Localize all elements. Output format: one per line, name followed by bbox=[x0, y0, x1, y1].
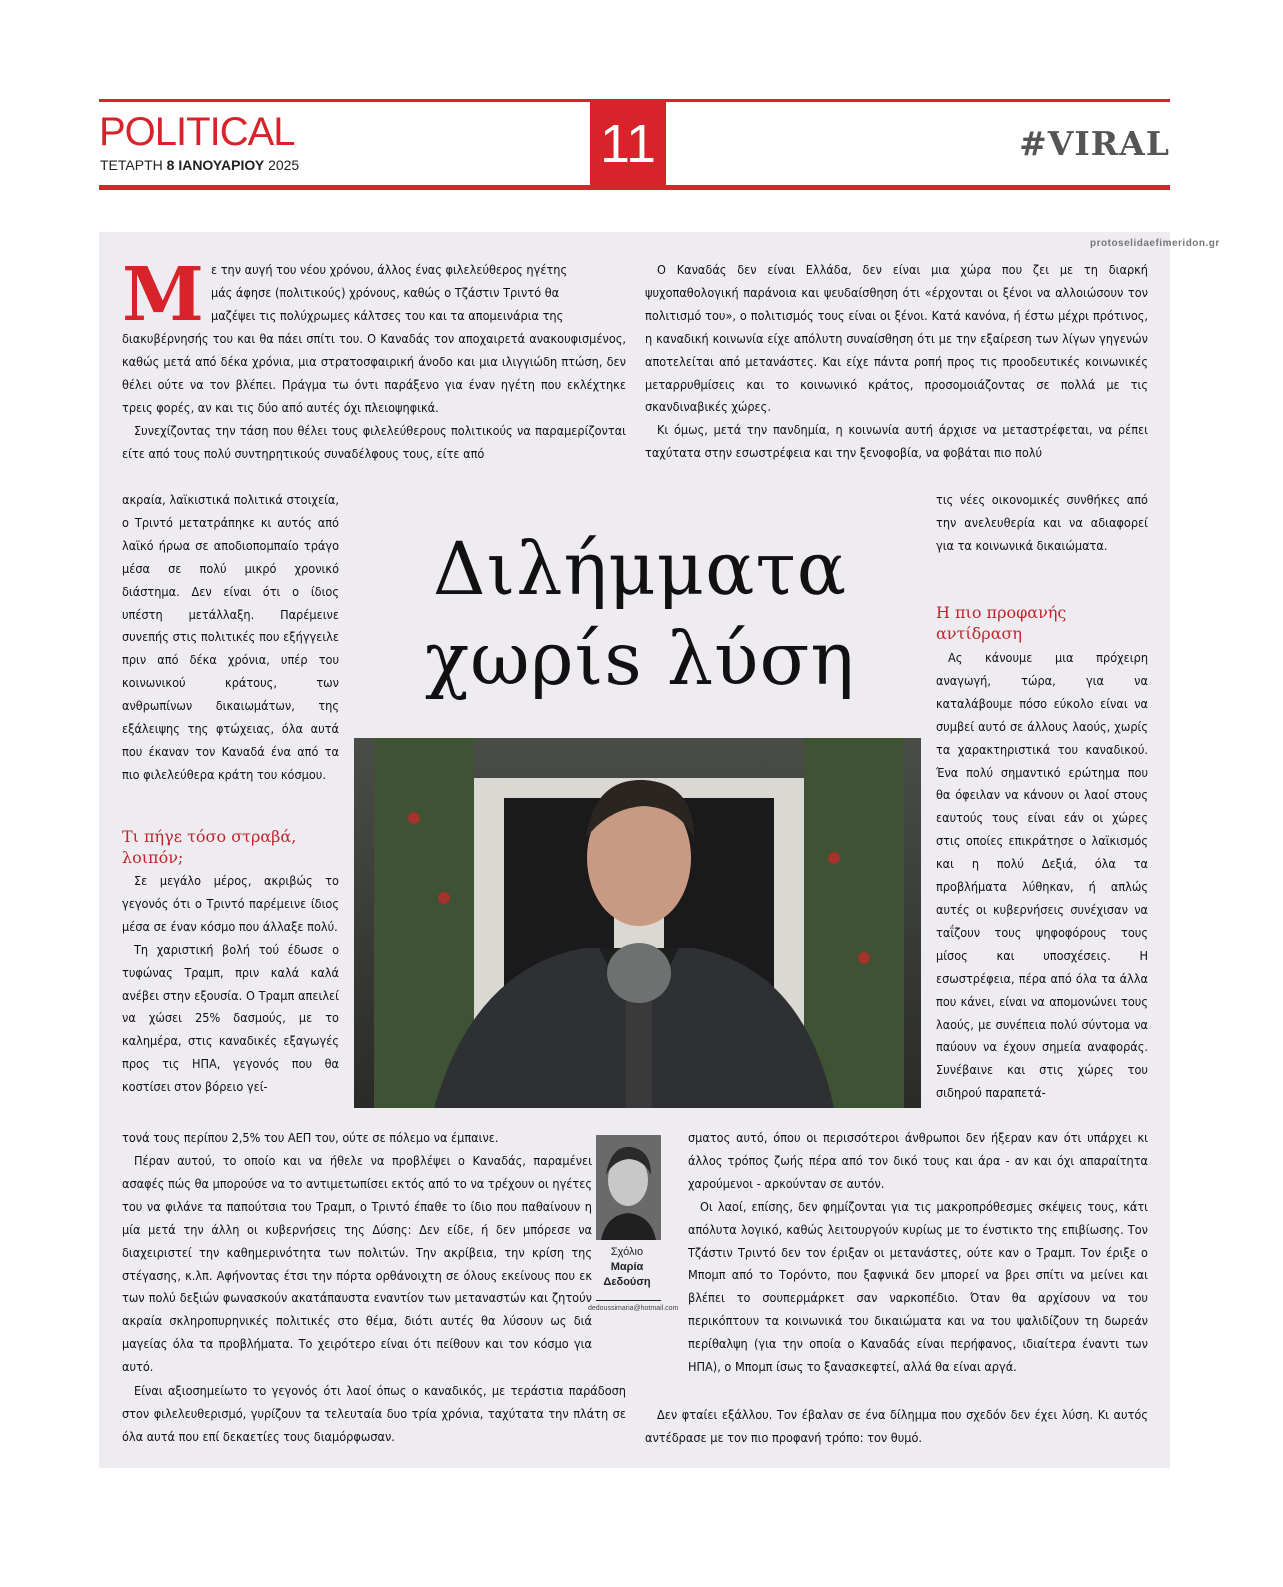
dateline bbox=[100, 157, 299, 173]
dateline-year: 2025 bbox=[268, 157, 300, 173]
col2-paragraph-3: Ας κάνουμε μια πρόχειρη αναγωγή, τώρα, για να καταλάβουμε πόσο εύκολο είναι να συμβεί αυτό σε άλλους λαούς, χωρίς τα χαρακτηριστικά του καναδικού. Ένα πολύ σημαντικό ερώτημα που θα όφειλαν να κάνουν οι λαοί στους εαυτούς τους είναι εάν οι χώρες στις οποίες επικράτησε ο λαϊκισμός και η πολύ Δεξιά, όλα τα προβλήματα λύθηκαν, ή απλώς αυτές οι κυβερνήσεις συνέχισαν να ταΐζουν τους ψηφοφόρους τους μίσος και υποσχέσεις. Η εσωστρέφεια, πέρα από όλα τα άλλα που κάνει, είναι να απομονώνει τους λαούς, με συνέπεια πολύ σύντομα να παύουν να έχουν σημεία αναφοράς. Συνέβαινε και στις χώρες του σιδηρού παραπετά- bbox=[936, 650, 1148, 1101]
dateline-date: 8 ΙΑΝΟΥΑΡΙΟΥ bbox=[166, 157, 265, 173]
col2-paragraph-2-cont: τις νέες οικονομικές συνθήκες από την ανελευθερία και να αδιαφορεί για τα κοινωνικά δικαιώματα. bbox=[936, 492, 1148, 553]
subhead-1-text: Τι πήγε τόσο στραβά, λοιπόν; bbox=[122, 827, 297, 867]
header-bottom-rule bbox=[99, 185, 1170, 190]
main-photo bbox=[354, 738, 921, 1108]
col1-bottom-2 bbox=[122, 1150, 592, 1379]
col2-paragraph-2: Κι όμως, μετά την πανδημία, η κοινωνία αυτή άρχισε να μεταστρέφεται, να ρέπει ταχύτατα στην εσωστρέφεια και την ξενοφοβία, να φοβάται πιο πολύ bbox=[645, 422, 1148, 461]
intro-line-2: μάς άφησε (πολιτικούς) χρόνους, καθώς ο Τζάστιν Τριντό θα bbox=[211, 284, 560, 300]
col1-bottom bbox=[122, 1127, 626, 1150]
subhead-1 bbox=[122, 826, 342, 868]
author-caption bbox=[590, 1245, 664, 1290]
col1-paragraph-2: Συνεχίζοντας την τάση που θέλει τους φιλελεύθερους πολιτικούς να παραμερίζονται είτε από τους πολύ συντηρητικούς συναδέλφους τους, είτε από bbox=[122, 422, 626, 461]
headline-line-1: Διλήμματα bbox=[432, 527, 848, 612]
col1-paragraph-6: Είναι αξιοσημείωτο το γεγονός ότι λαοί όπως ο καναδικός, με τεράστια παράδοση στον φιλελευθερισμό, γυρίζουν τα τελευταία δυο τρία χρόνια, ταχύτατα την πλάτη σε όλα αυτά που επί δεκαετίες τους διαμόρφωσαν. bbox=[122, 1383, 626, 1444]
col2-narrow-2 bbox=[936, 647, 1148, 1105]
col2-bottom bbox=[688, 1127, 1148, 1379]
headline bbox=[370, 525, 910, 705]
watermark: protoselidaefimeridon.gr bbox=[1090, 238, 1220, 249]
intro-line-1: ε την αυγή του νέου χρόνου, άλλος ένας φιλελεύθερος ηγέτης bbox=[211, 262, 568, 277]
author-portrait-illustration bbox=[596, 1135, 661, 1240]
col1-paragraph-2-cont: ακραία, λαϊκιστικά πολιτικά στοιχεία, ο Τριντό μετατράπηκε κι αυτός από λαϊκό ήρωα σε αποδιοπομπαίο τράγο μέσα σε πολύ μικρό χρονικό διάστημα. Δεν είναι ότι ο ίδιος υπέστη μετάλλαξη. Παρέμεινε συνεπής στις πολιτικές που εξήγγειλε πριν από δέκα χρόνια, υπέρ του κοινωνικού κράτους, των ανθρωπίνων δικαιωμάτων, της εξάλειψης της φτώχειας, όλα αυτά που έκαναν τον Καναδά ένα από τα πιο φιλελεύθερα κράτη του κόσμου. bbox=[122, 492, 339, 782]
page-number: 11 bbox=[590, 99, 666, 190]
author-name-2: Δεδούση bbox=[603, 1276, 651, 1288]
col1-bottom-3 bbox=[122, 1380, 626, 1449]
col2-paragraph-5: Δεν φταίει εξάλλου. Τον έβαλαν σε ένα δίλημμα που σχεδόν δεν έχει λύση. Κι αυτός αντέδρασε με τον πιο προφανή τρόπο: τον θυμό. bbox=[645, 1407, 1148, 1445]
col1-top bbox=[122, 328, 626, 465]
headline-line-2: χωρίs λύση bbox=[424, 617, 856, 702]
author-email: dedoussimaria@hotmail.com bbox=[588, 1305, 679, 1312]
col2-bottom-2 bbox=[645, 1404, 1148, 1450]
author-photo bbox=[596, 1135, 661, 1240]
intro-line-3: μαζέψει τις πολύχρωμες κάλτσες του και τα απομεινάρια της bbox=[211, 307, 564, 323]
section-title: POLITICAL bbox=[99, 110, 295, 154]
intro-lines bbox=[211, 259, 626, 328]
author-label: Σχόλιο bbox=[610, 1246, 644, 1258]
col1-paragraph-5: Πέραν αυτού, το οποίο και να ήθελε να προβλέψει ο Καναδάς, παραμένει ασαφές πώς θα μπορούσε να το αντιμετωπίσει εκτός από το να τρέχουν οι ηγέτες του να φιλάνε τα παπούτσια του Τραμπ, ο Τριντό έπαθε το ίδιο που παθαίνουν η μία μετά την άλλη οι κυβερνήσεις της Δύσης: Δεν είδε, ή δεν μπόρεσε να διαχειριστεί την καθημερινότητα των πολιτών. Την ακρίβεια, την κρίση της στέγασης, κ.λπ. Αφήνοντας έτσι την πόρτα ορθάνοιχτη σε όλους εκείνους που εκ των πολύ δεξιών φωνασκούν ακατάπαυστα εναντίον των μεταναστών και ζητούν ακραία σκληροπυρηνικές πολιτικές στο θέμα, διότι αυτές θα λύσουν ως διά μαγείας όλα τα προβλήματα. Το χειρότερο είναι ότι πείθουν και τον κόσμο για αυτό. bbox=[122, 1153, 592, 1375]
col2-top bbox=[645, 259, 1148, 465]
col2-paragraph-1: Ο Καναδάς δεν είναι Ελλάδα, δεν είναι μια χώρα που ζει με τη διαρκή ψυχοπαθολογική παράνοια και ψευδαίσθηση ότι «έρχονται οι ξένοι να αλλοιώσουν τον πολιτισμό του», ο πολιτισμός τους είναι οι ξένοι. Κατά κανόνα, ή έστω μέχρι πρότινος, η καναδική κοινωνία είχε απόλυτη συναίσθηση ότι με την εξαίρεση των λίγων γηγενών αποτελείται από μετανάστες. Και είχε πάντα ροπή προς τις προοδευτικές κοινωνικές μεταρρυθμίσεις και το κοινωνικό κράτος, προσομοιάζοντας σε πολλά με τις σκανδιναβικές χώρες. bbox=[645, 262, 1148, 415]
col1-paragraph-3: Σε μεγάλο μέρος, ακριβώς το γεγονός ότι ο Τριντό παρέμεινε ίδιος μέσα σε έναν κόσμο που άλλαξε πολύ. bbox=[122, 873, 339, 934]
col1-narrow bbox=[122, 489, 339, 787]
col1-paragraph-4-tail: τονά τους περίπου 2,5% του ΑΕΠ του, ούτε σε πόλεμο να έμπαινε. bbox=[122, 1130, 499, 1145]
col1-paragraph-4: Τη χαριστική βολή τού έδωσε ο τυφώνας Τραμπ, πριν καλά καλά ανέβει στην εξουσία. Ο Τραμπ απειλεί να χώσει 25% δασμούς, με το καλημέρα, στις καναδικές εξαγωγές προς τις ΗΠΑ, γεγονός που θα κοστίσει στον βόρειο γεί- bbox=[122, 941, 339, 1095]
drop-cap: M bbox=[122, 252, 204, 338]
col2-paragraph-4: Οι λαοί, επίσης, δεν φημίζονται για τις μακροπρόθεσμες σκέψεις τους, κάτι απόλυτα λογικό, καθώς λειτουργούν κυρίως με το ένστικτο της επιβίωσης. Τον Τζάστιν Τριντό δεν τον έριξαν οι μετανάστες, ούτε καν ο Τραμπ. Τον έριξε ο Μπομπ από το Τορόντο, που ξαφνικά δεν μπορεί να βρει σπίτι να μείνει και βλέπει το σουπερμάρκετ σαν ναρκοπέδιο. Όταν θα αρχίσουν να του περικόπτουν τα κοινωνικά του δικαιώματα και να του ψαλιδίζουν τη δωρεάν περίθαλψη (για την οποία ο Καναδάς είναι περήφανος, ιδιαίτερα έναντι των ΗΠΑ), ο Μπομπ ίσως το ξανασκεφτεί, αλλά θα είναι αργά. bbox=[688, 1198, 1148, 1375]
col2-narrow bbox=[936, 489, 1148, 558]
author-name-1: Μαρία bbox=[610, 1261, 644, 1273]
portrait-illustration bbox=[354, 738, 921, 1108]
author-divider bbox=[596, 1300, 661, 1301]
col1-narrow-2 bbox=[122, 870, 339, 1099]
dateline-day: ΤΕΤΑΡΤΗ bbox=[100, 157, 163, 173]
subhead-2-text: Η πιο προφανής αντίδραση bbox=[936, 603, 1067, 643]
section-tag: #VIRAL bbox=[1019, 124, 1170, 163]
col2-paragraph-3-tail: σματος αυτό, όπου οι περισσότεροι άνθρωποι δεν ήξεραν καν ότι υπάρχει κι άλλος τρόπος ζωής πέρα από τον δικό τους και άρα - αν και όχι απαραίτητα χαρούμενοι - αρκούνταν σε αυτόν. bbox=[688, 1130, 1148, 1191]
col1-paragraph-1: διακυβέρνησής του και θα πάει σπίτι του. Ο Καναδάς τον αποχαιρετά ανακουφισμένος, καθώς μετά από δέκα χρόνια, μια στρατοσφαιρική άνοδο και μια ιλιγγιώδη πτώση, δεν θέλει ούτε να τον βλέπει. Πράγμα τω όντι παράξενο για έναν ηγέτη που εκλέχτηκε τρεις φορές, αν και τις δύο από αυτές όχι πλειοψηφικά. bbox=[122, 331, 626, 415]
subhead-2 bbox=[936, 602, 1148, 644]
